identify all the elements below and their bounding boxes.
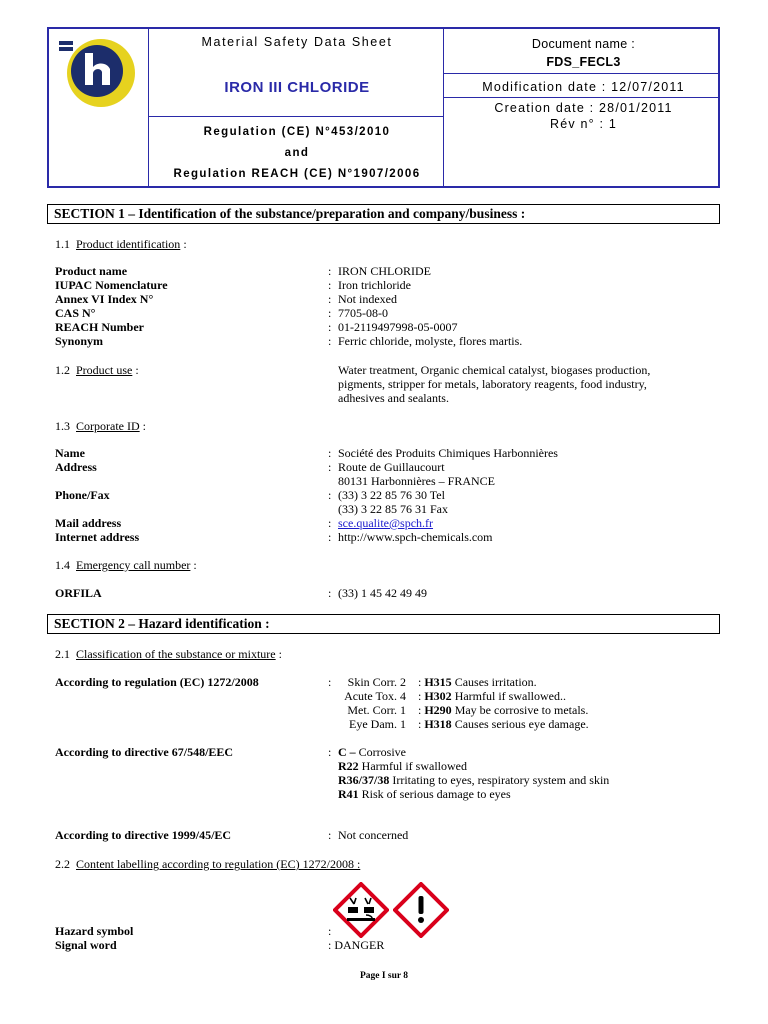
product-use-line: Water treatment, Organic chemical catalyst, biogases production, [338, 363, 651, 377]
mail-label: Mail address [55, 516, 122, 530]
signal-word-value: : DANGER [328, 938, 385, 952]
annex-label: Annex VI Index N° [55, 292, 154, 306]
header-divider [443, 29, 444, 186]
product-use-line: pigments, stripper for metals, laboratory reagents, food industry, [338, 377, 647, 391]
address-label: Address [55, 460, 97, 474]
subsection-2-2: 2.2 Content labelling according to regulation (EC) 1272/2008 : [55, 857, 361, 871]
hazard-statement: : H302 Harmful if swallowed.. [418, 689, 566, 703]
regulation-reach: Regulation REACH (CE) N°1907/2006 [173, 168, 421, 180]
company-name-label: Name [55, 446, 85, 460]
cas-label: CAS N° [55, 306, 96, 320]
hazard-symbol-label: Hazard symbol [55, 924, 134, 938]
subsection-2-1: 2.1 Classification of the substance or mixture : [55, 647, 282, 661]
document-header [47, 27, 720, 188]
exclamation-mark-pictogram [393, 882, 449, 938]
mail-link[interactable]: sce.qualite@spch.fr [338, 516, 434, 530]
header-divider [148, 29, 149, 186]
revision-number: Rév n° : 1 [549, 117, 618, 131]
phone-label: Phone/Fax [55, 488, 110, 502]
document-name-label: Document name : [531, 37, 636, 51]
internet-label: Internet address [55, 530, 140, 544]
directive-1999-label: According to directive 1999/45/EC [55, 828, 232, 842]
iupac-label: IUPAC Nomenclature [55, 278, 168, 292]
hazard-statement: : H318 Causes serious eye damage. [418, 717, 589, 731]
synonym-value: Ferric chloride, molyste, flores martis. [338, 334, 523, 348]
product-name-label: Product name [55, 264, 128, 278]
regulation-1272-label: According to regulation (EC) 1272/2008 [55, 675, 259, 689]
section-2-heading: SECTION 2 – Hazard identification : [47, 614, 720, 634]
address-line-2: 80131 Harbonnières – FRANCE [338, 474, 495, 488]
ghs-class: Met. Corr. 1 [347, 703, 406, 717]
orfila-value: (33) 1 45 42 49 49 [338, 586, 427, 600]
iupac-value: Iron trichloride [338, 278, 411, 292]
header-divider [443, 97, 720, 98]
ghs-class: Eye Dam. 1 [349, 717, 406, 731]
phone-tel: (33) 3 22 85 76 30 Tel [338, 488, 445, 502]
directive-1999-value: Not concerned [338, 828, 409, 842]
phone-fax: (33) 3 22 85 76 31 Fax [338, 502, 448, 516]
synonym-label: Synonym [55, 334, 104, 348]
product-use-line: adhesives and sealants. [338, 391, 449, 405]
address-line-1: Route de Guillaucourt [338, 460, 445, 474]
risk-phrase: R41 Risk of serious damage to eyes [338, 787, 511, 801]
product-title: IRON III CHLORIDE [224, 79, 370, 96]
annex-value: Not indexed [338, 292, 397, 306]
cas-value: 7705-08-0 [338, 306, 388, 320]
regulation-and: and [284, 147, 310, 159]
ghs-class: Acute Tox. 4 [344, 689, 406, 703]
page-footer: Page I sur 8 [359, 971, 409, 981]
risk-phrase: R36/37/38 Irritating to eyes, respiratory system and skin [338, 773, 610, 787]
document-type-title: Material Safety Data Sheet [201, 35, 393, 49]
company-name-value: Société des Produits Chimiques Harbonnières [338, 446, 558, 460]
section-1-heading: SECTION 1 – Identification of the substance/preparation and company/business : [47, 204, 720, 224]
creation-date: Creation date : 28/01/2011 [494, 101, 673, 115]
signal-word-label: Signal word [55, 938, 117, 952]
subsection-1-4: 1.4 Emergency call number : [55, 558, 197, 572]
subsection-1-1: 1.1 Product identification : [55, 237, 187, 251]
header-divider [443, 73, 720, 74]
risk-phrase: C – Corrosive [338, 745, 406, 759]
hazard-statement: : H290 May be corrosive to metals. [418, 703, 589, 717]
company-logo [55, 33, 143, 113]
document-name-value: FDS_FECL3 [546, 55, 621, 69]
hazard-statement: : H315 Causes irritation. [418, 675, 537, 689]
internet-value: http://www.spch-chemicals.com [338, 530, 493, 544]
directive-67-label: According to directive 67/548/EEC [55, 745, 234, 759]
reach-value: 01-2119497998-05-0007 [338, 320, 458, 334]
logo-disc [71, 45, 123, 97]
subsection-1-2: 1.2 Product use : [55, 363, 139, 377]
subsection-1-3: 1.3 Corporate ID : [55, 419, 146, 433]
orfila-label: ORFILA [55, 586, 102, 600]
header-divider [148, 116, 443, 117]
product-name-value: IRON CHLORIDE [338, 264, 431, 278]
reach-label: REACH Number [55, 320, 144, 334]
regulation-453: Regulation (CE) N°453/2010 [203, 126, 391, 138]
corrosion-pictogram [333, 882, 389, 938]
modification-date: Modification date : 12/07/2011 [482, 80, 685, 94]
ghs-class: Skin Corr. 2 [347, 675, 406, 689]
risk-phrase: R22 Harmful if swallowed [338, 759, 467, 773]
